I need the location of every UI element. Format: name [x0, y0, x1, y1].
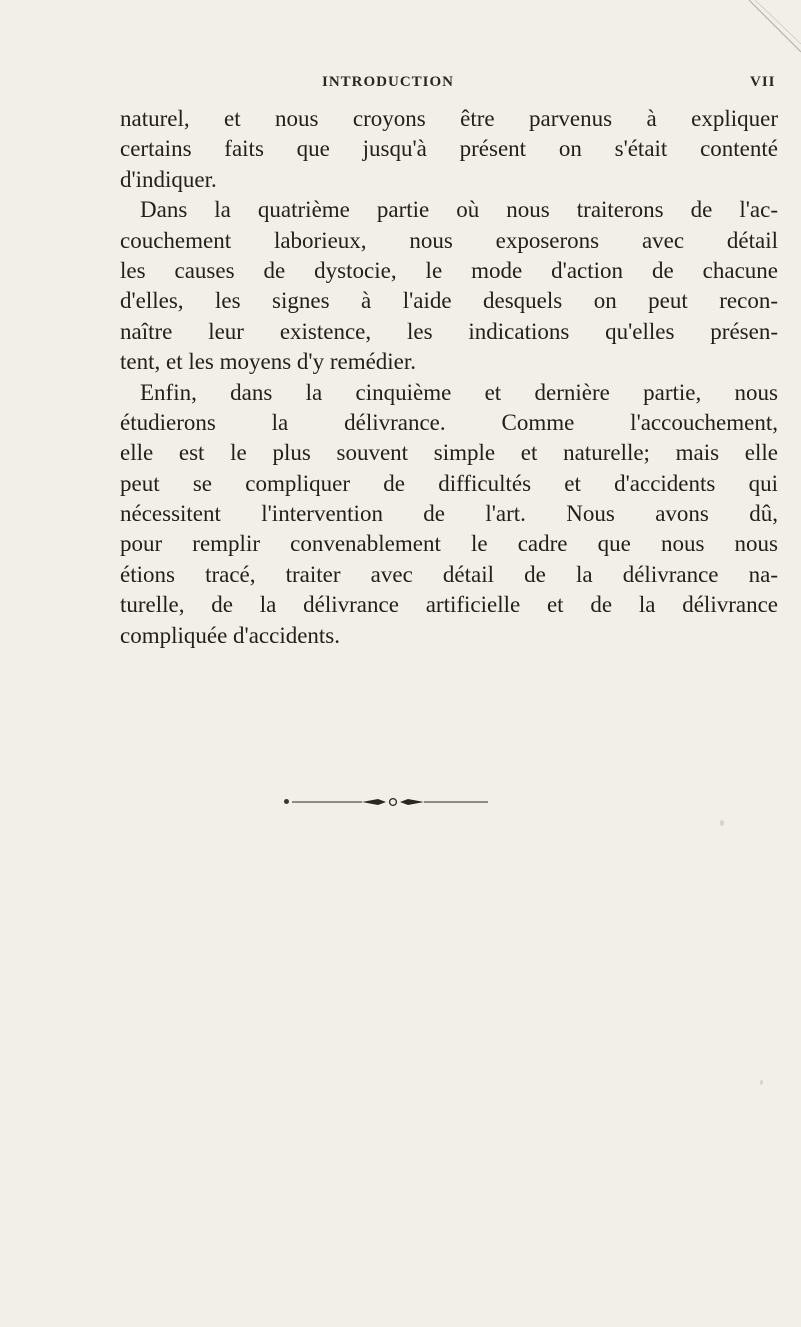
text-line: naturel, et nous croyons être parvenus à expliquer [120, 106, 778, 131]
text-line: les causes de dystocie, le mode d'action de chacune [120, 257, 778, 283]
paper-speck [720, 820, 724, 826]
paper-speck [760, 1080, 763, 1085]
text-line: compliquée d'accidents. [120, 622, 341, 648]
text-line: nécessitent l'intervention de l'art. Nous avons dû, [120, 501, 778, 527]
text-line: d'elles, les signes à l'aide desquels on peut recon- [120, 288, 778, 314]
text-line: Dans la quatrième partie où nous traiterons de l'ac- [140, 197, 778, 223]
text-line: elle est le plus souvent simple et naturelle; mais elle [120, 440, 778, 466]
text-line: turelle, de la délivrance artificielle et de la délivrance [120, 592, 778, 618]
page-number: VII [750, 74, 776, 90]
paper-speck [284, 799, 289, 804]
text-line: pour remplir convenablement le cadre que nous nous [120, 531, 778, 557]
text-line: naître leur existence, les indications qu'elles présen- [120, 318, 778, 344]
tailpiece-ornament-icon [292, 792, 488, 812]
text-line: étions tracé, traiter avec détail de la délivrance na- [120, 561, 778, 587]
text-body [120, 104, 778, 651]
text-line: tent, et les moyens d'y remédier. [120, 349, 417, 375]
text-line: Enfin, dans la cinquième et dernière partie, nous [140, 379, 778, 405]
running-head [0, 74, 801, 94]
text-line: d'indiquer. [120, 166, 217, 192]
text-line: peut se compliquer de difficultés et d'accidents qui [120, 470, 778, 496]
text-line: couchement laborieux, nous exposerons avec détail [120, 227, 778, 253]
page-corner-crease [741, 0, 801, 60]
text-line: certains faits que jusqu'à présent on s'était contenté [120, 136, 778, 162]
text-line: étudierons la délivrance. Comme l'accouchement, [120, 409, 778, 435]
running-title: INTRODUCTION [322, 74, 455, 90]
